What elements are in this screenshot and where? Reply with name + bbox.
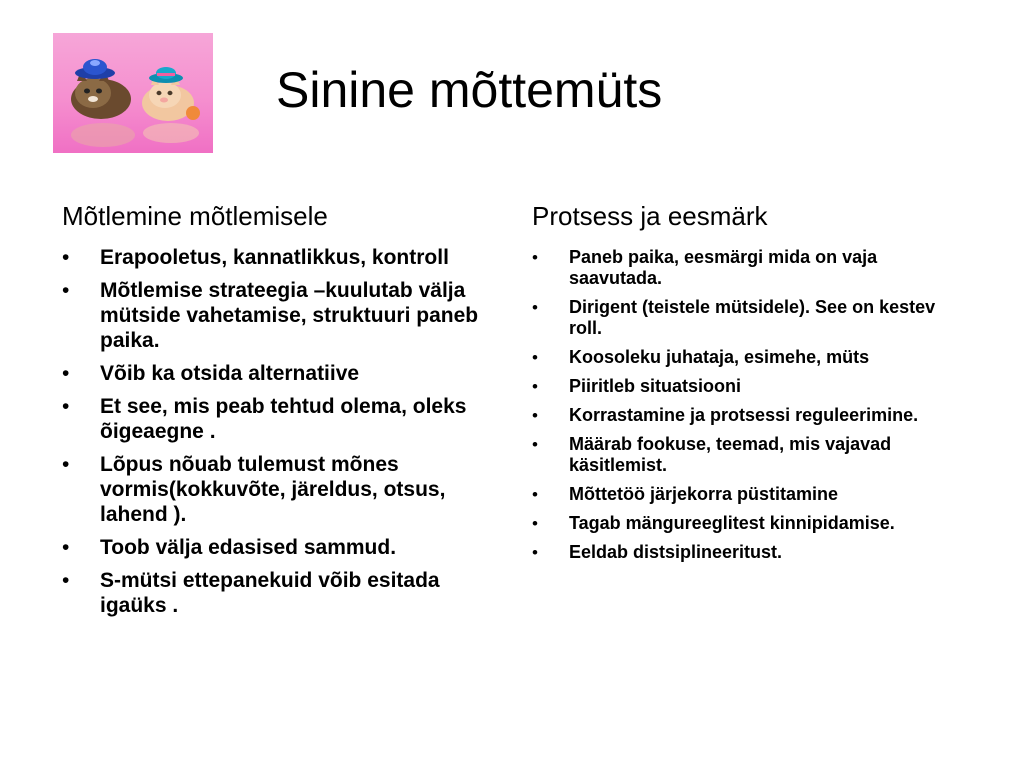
bullet-icon: • xyxy=(62,362,70,385)
list-item-text: Mõtlemise strateegia –kuulutab välja mütside vahetamise, struktuuri paneb paika. xyxy=(100,279,479,352)
list-item-text: Erapooletus, kannatlikkus, kontroll xyxy=(100,246,449,269)
bullet-icon: • xyxy=(532,435,538,454)
list-item xyxy=(532,542,972,563)
left-bullet-list xyxy=(62,245,492,626)
bullet-icon: • xyxy=(532,514,538,533)
bullet-icon: • xyxy=(62,536,70,559)
bullet-icon: • xyxy=(532,348,538,367)
bullet-icon: • xyxy=(532,543,538,562)
list-item xyxy=(532,484,972,505)
right-column-heading: Protsess ja eesmärk xyxy=(532,201,768,231)
list-item xyxy=(532,434,972,476)
bullet-icon: • xyxy=(532,248,538,267)
bullet-icon: • xyxy=(62,279,70,302)
list-item-text: Toob välja edasised sammud. xyxy=(100,536,397,559)
list-item-text: Tagab mängureeglitest kinnipidamise. xyxy=(569,513,895,533)
list-item-text: Korrastamine ja protsessi reguleerimine. xyxy=(569,405,919,425)
list-item xyxy=(62,394,492,444)
list-item xyxy=(62,245,492,270)
right-bullet-list xyxy=(532,247,972,571)
list-item-text: Määrab fookuse, teemad, mis vajavad käsitlemist. xyxy=(569,434,892,475)
bullet-icon: • xyxy=(532,377,538,396)
list-item-text: Paneb paika, eesmärgi mida on vaja saavutada. xyxy=(569,247,878,288)
list-item-text: Piiritleb situatsiooni xyxy=(569,376,742,396)
list-item xyxy=(62,361,492,386)
list-item xyxy=(532,297,972,339)
bullet-icon: • xyxy=(62,569,70,592)
list-item xyxy=(62,278,492,353)
list-item xyxy=(532,405,972,426)
bullet-icon: • xyxy=(62,395,70,418)
list-item-text: Dirigent (teistele mütsidele). See on kestev roll. xyxy=(569,297,936,338)
bullet-icon: • xyxy=(62,246,70,269)
list-item xyxy=(62,568,492,618)
list-item xyxy=(532,513,972,534)
list-item-text: Mõttetöö järjekorra püstitamine xyxy=(569,484,839,504)
bullet-icon: • xyxy=(532,406,538,425)
slide-title: Sinine mõttemüts xyxy=(276,62,663,118)
list-item xyxy=(532,376,972,397)
list-item-text: Et see, mis peab tehtud olema, oleks õigeaegne . xyxy=(100,395,467,443)
kittens-with-hats-image xyxy=(53,33,213,153)
list-item-text: Eeldab distsiplineeritust. xyxy=(569,542,783,562)
bullet-icon: • xyxy=(62,453,70,476)
list-item-text: S-mütsi ettepanekuid võib esitada igaüks . xyxy=(100,569,440,617)
left-column-heading: Mõtlemine mõtlemisele xyxy=(62,201,328,231)
list-item xyxy=(62,535,492,560)
bullet-icon: • xyxy=(532,298,538,317)
list-item-text: Koosoleku juhataja, esimehe, müts xyxy=(569,347,870,367)
list-item-text: Lõpus nõuab tulemust mõnes vormis(kokkuvõte, järeldus, otsus, lahend ). xyxy=(100,453,446,526)
list-item xyxy=(532,247,972,289)
list-item xyxy=(62,452,492,527)
list-item xyxy=(532,347,972,368)
list-item-text: Võib ka otsida alternatiive xyxy=(100,362,360,385)
bullet-icon: • xyxy=(532,485,538,504)
